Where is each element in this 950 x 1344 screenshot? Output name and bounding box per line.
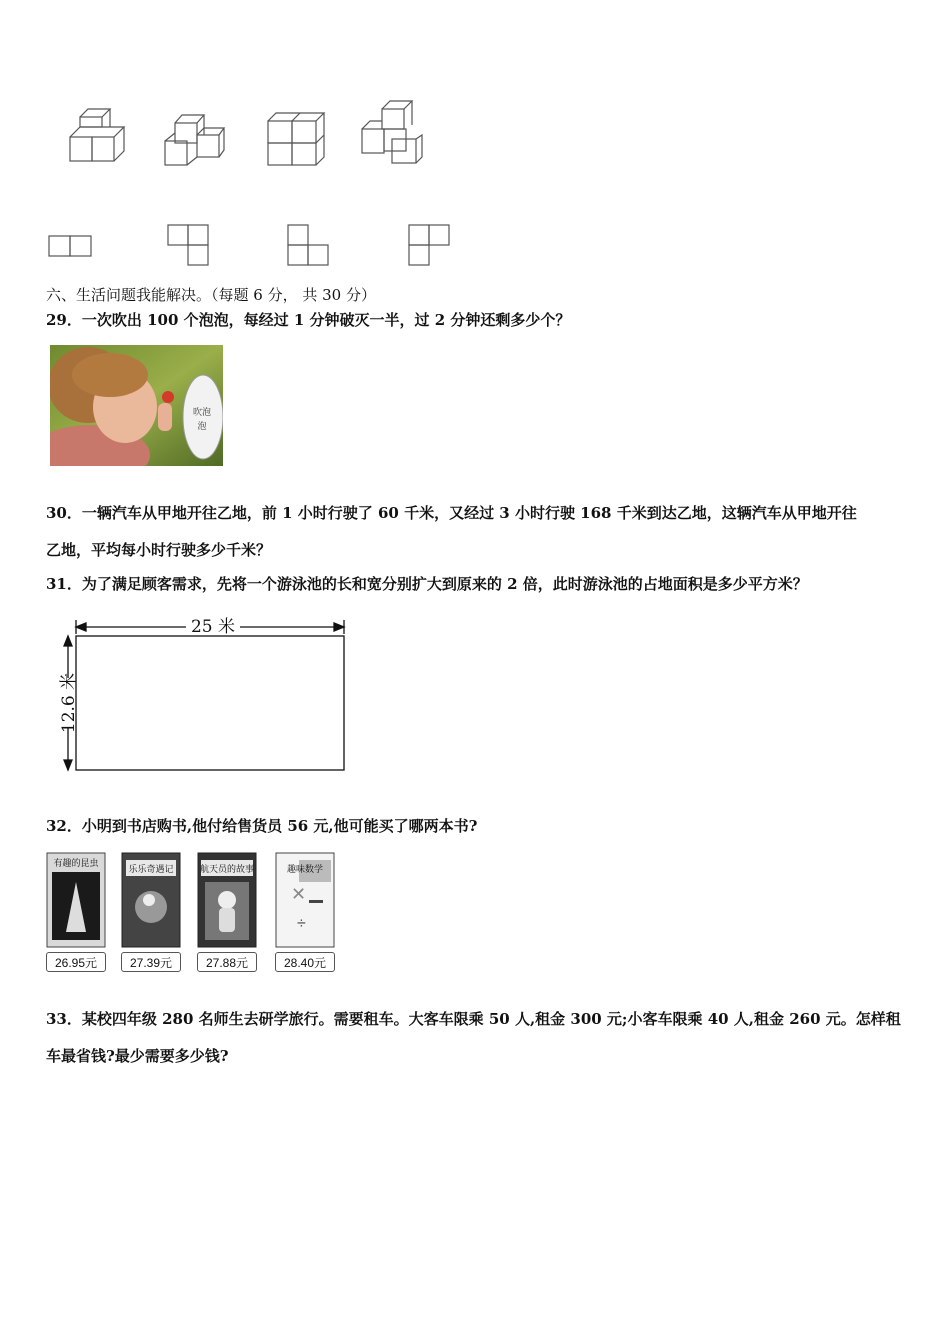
book-price: 28.40元 bbox=[283, 956, 327, 970]
question-29-text: 29．一次吹出 100 个泡泡，每经过 1 分钟破灭一半，过 2 分钟还剩多少个？ bbox=[46, 311, 571, 329]
bubble-text-1: 吹泡 bbox=[192, 407, 212, 417]
pool-length-label: 25 米 bbox=[190, 617, 236, 637]
book-item bbox=[121, 852, 181, 974]
pool-rectangle bbox=[76, 636, 344, 770]
book-item bbox=[46, 852, 106, 974]
question-30-line1: 30．一辆汽车从甲地开往乙地，前 1 小时行驶了 60 千米，又经过 3 小时行驶 168 千米到达乙地，这辆汽车从甲地开往 bbox=[46, 504, 857, 522]
cube-figures-row bbox=[60, 95, 440, 175]
book-item bbox=[275, 852, 335, 974]
book-title: 趣味数学 bbox=[286, 864, 324, 874]
book-title: 航天员的故事 bbox=[199, 864, 255, 874]
book-title: 有趣的昆虫 bbox=[53, 858, 99, 868]
bubble-girl-photo bbox=[50, 345, 223, 466]
view-b bbox=[168, 225, 208, 265]
book-price: 27.88元 bbox=[205, 956, 249, 970]
svg-text:÷: ÷ bbox=[297, 915, 306, 932]
cube-figure-b bbox=[165, 115, 224, 165]
book-price: 27.39元 bbox=[129, 956, 173, 970]
cube-figure-d bbox=[362, 101, 422, 163]
question-32-text: 32．小明到书店购书,他付给售货员 56 元,他可能买了哪两本书? bbox=[46, 817, 478, 835]
question-33-line1: 33．某校四年级 280 名师生去研学旅行。需要租车。大客车限乘 50 人,租金 300 元;小客车限乘 40 人,租金 260 元。怎样租 bbox=[46, 1010, 901, 1028]
question-30-line2: 乙地，平均每小时行驶多少千米？ bbox=[46, 541, 272, 559]
book-price: 26.95元 bbox=[54, 956, 98, 970]
svg-text:✕: ✕ bbox=[291, 884, 307, 904]
flat-views-row bbox=[45, 222, 465, 272]
bubble-text-2: 泡 bbox=[197, 421, 207, 431]
cube-figure-a bbox=[70, 109, 124, 161]
book-item bbox=[197, 852, 257, 974]
view-c bbox=[288, 225, 328, 265]
cube-figure-c bbox=[268, 113, 324, 165]
view-d bbox=[409, 225, 449, 265]
flat-views-svg bbox=[45, 222, 465, 272]
cube-figures-svg bbox=[60, 95, 440, 175]
pool-width-label: 12.6 米 bbox=[59, 672, 79, 734]
question-33-line2: 车最省钱?最少需要多少钱? bbox=[46, 1047, 229, 1065]
book-title: 乐乐奇遇记 bbox=[128, 864, 174, 874]
pool-diagram bbox=[50, 610, 360, 780]
view-a bbox=[49, 236, 91, 256]
question-31-text: 31．为了满足顾客需求，先将一个游泳池的长和宽分别扩大到原来的 2 倍，此时游泳池的占地面积是多少平方米？ bbox=[46, 575, 808, 593]
section-six-heading: 六、生活问题我能解决。（每题 6 分， 共 30 分） bbox=[46, 286, 376, 304]
